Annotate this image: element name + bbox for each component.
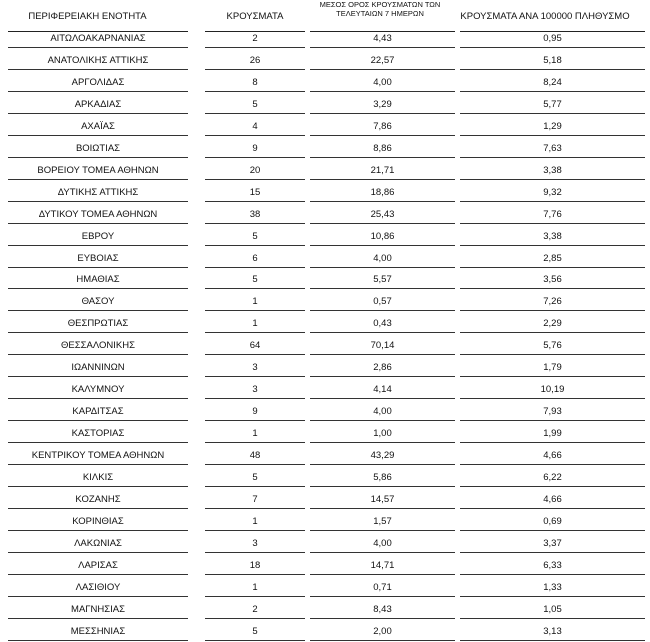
cell-per100k: 3,38 <box>543 230 562 242</box>
cell-underline <box>8 47 188 48</box>
cell-underline <box>460 618 645 619</box>
cell-cases: 7 <box>252 493 258 505</box>
cell-underline <box>310 179 455 180</box>
cell-avg7: 4,00 <box>373 76 392 88</box>
cell-underline <box>205 113 305 114</box>
cell-underline <box>205 420 305 421</box>
table-row <box>0 466 650 488</box>
cell-region: ΔΥΤΙΚΟΥ ΤΟΜΕΑ ΑΘΗΝΩΝ <box>38 208 158 220</box>
cell-underline <box>205 91 305 92</box>
cell-cases: 5 <box>252 472 258 483</box>
cell-cases: 4 <box>252 120 258 132</box>
cell-cases: 20 <box>249 164 261 176</box>
cell-cases: 2 <box>252 603 258 615</box>
cell-underline <box>8 135 188 136</box>
table-row <box>0 334 650 356</box>
cell-underline <box>310 245 455 246</box>
cell-cases: 1 <box>252 581 258 593</box>
cell-region: ΛΑΚΩΝΙΑΣ <box>74 537 122 549</box>
cell-cases: 64 <box>249 340 261 352</box>
cell-region: ΗΜΑΘΙΑΣ <box>76 274 120 286</box>
cell-underline <box>8 464 188 465</box>
cell-underline <box>205 354 305 355</box>
cell-underline <box>460 47 645 48</box>
table-row <box>0 290 650 312</box>
cell-underline <box>460 135 645 136</box>
cell-underline <box>460 508 645 509</box>
table-row <box>0 203 650 225</box>
cell-per100k: 0,95 <box>543 33 562 44</box>
cell-per100k: 1,99 <box>543 428 562 440</box>
cell-underline <box>310 530 455 531</box>
cell-underline <box>310 157 455 158</box>
cell-underline <box>310 596 455 597</box>
cell-underline <box>205 135 305 136</box>
cell-per100k: 6,33 <box>543 559 562 571</box>
cell-cases: 2 <box>252 33 258 44</box>
table-row <box>0 510 650 532</box>
cell-underline <box>460 420 645 421</box>
cell-underline <box>8 179 188 180</box>
cell-avg7: 25,43 <box>370 208 395 220</box>
cell-underline <box>310 442 455 443</box>
cell-underline <box>310 640 455 641</box>
cell-avg7: 5,57 <box>373 274 392 286</box>
cell-region: ΘΕΣΠΡΩΤΙΑΣ <box>67 318 129 330</box>
cell-cases: 9 <box>252 406 258 418</box>
cell-per100k: 3,56 <box>543 274 562 286</box>
cell-per100k: 3,38 <box>543 164 562 176</box>
table-row <box>0 137 650 159</box>
cell-underline <box>8 91 188 92</box>
cell-per100k: 5,18 <box>543 54 562 66</box>
cell-region: ΚΕΝΤΡΙΚΟΥ ΤΟΜΕΑ ΑΘΗΝΩΝ <box>31 450 165 462</box>
cell-region: ΚΟΡΙΝΘΙΑΣ <box>72 515 124 527</box>
cell-cases: 8 <box>252 76 258 88</box>
cell-underline <box>460 310 645 311</box>
cell-avg7: 10,86 <box>370 230 395 242</box>
cell-avg7: 70,14 <box>370 340 395 352</box>
cell-per100k: 3,37 <box>543 537 562 549</box>
cell-underline <box>460 223 645 224</box>
cell-underline <box>460 640 645 641</box>
cell-region: ΜΕΣΣΗΝΙΑΣ <box>70 625 126 637</box>
cell-underline <box>8 310 188 311</box>
cell-per100k: 4,66 <box>543 493 562 505</box>
cell-avg7: 14,57 <box>370 493 395 505</box>
cell-per100k: 6,22 <box>543 472 562 483</box>
table-row <box>0 27 650 49</box>
cell-underline <box>8 332 188 333</box>
cell-region: ΒΟΡΕΙΟΥ ΤΟΜΕΑ ΑΘΗΝΩΝ <box>37 164 159 176</box>
cell-underline <box>8 398 188 399</box>
cell-underline <box>460 201 645 202</box>
cell-cases: 48 <box>249 450 261 462</box>
cell-avg7: 14,71 <box>370 559 395 571</box>
cell-underline <box>8 486 188 487</box>
header-region: ΠΕΡΙΦΕΡΕΙΑΚΗ ΕΝΟΤΗΤΑ <box>28 11 147 22</box>
table-row <box>0 312 650 334</box>
table-row <box>0 71 650 93</box>
cell-avg7: 43,29 <box>370 450 395 462</box>
cell-underline <box>8 376 188 377</box>
cell-underline <box>8 245 188 246</box>
cell-underline <box>205 179 305 180</box>
cell-underline <box>8 69 188 70</box>
table-row <box>0 247 650 269</box>
table-row <box>0 620 650 642</box>
cell-region: ΛΑΣΙΘΙΟΥ <box>75 581 121 593</box>
cell-underline <box>460 530 645 531</box>
cell-avg7: 4,14 <box>373 384 392 396</box>
cell-per100k: 2,29 <box>543 318 562 330</box>
cell-underline <box>460 552 645 553</box>
cell-underline <box>310 376 455 377</box>
cell-underline <box>460 267 645 268</box>
cell-underline <box>8 574 188 575</box>
cell-cases: 1 <box>252 318 258 330</box>
cell-underline <box>310 486 455 487</box>
cell-underline <box>460 69 645 70</box>
cell-region: ΕΒΡΟΥ <box>81 230 115 242</box>
cell-underline <box>205 223 305 224</box>
cell-underline <box>8 640 188 641</box>
cell-avg7: 8,86 <box>373 142 392 154</box>
cell-cases: 1 <box>252 428 258 440</box>
cell-underline <box>310 398 455 399</box>
cell-region: ΚΟΖΑΝΗΣ <box>75 493 121 505</box>
cell-underline <box>8 618 188 619</box>
cell-avg7: 7,86 <box>373 120 392 132</box>
cell-avg7: 8,43 <box>373 603 392 615</box>
cell-avg7: 1,00 <box>373 428 392 440</box>
cell-per100k: 5,76 <box>543 340 562 352</box>
cell-underline <box>205 288 305 289</box>
cell-underline <box>460 245 645 246</box>
cell-avg7: 21,71 <box>370 164 395 176</box>
cell-underline <box>460 442 645 443</box>
cell-underline <box>205 332 305 333</box>
cell-underline <box>205 640 305 641</box>
cell-region: ΚΑΡΔΙΤΣΑΣ <box>72 406 124 418</box>
cell-underline <box>460 332 645 333</box>
cell-per100k: 7,93 <box>543 406 562 418</box>
cell-cases: 3 <box>252 362 258 374</box>
cell-underline <box>205 201 305 202</box>
cell-cases: 9 <box>252 142 258 154</box>
cell-underline <box>205 245 305 246</box>
cell-region: ΑΝΑΤΟΛΙΚΗΣ ΑΤΤΙΚΗΣ <box>47 54 149 66</box>
table-row <box>0 356 650 378</box>
cell-underline <box>460 464 645 465</box>
header-cases: ΚΡΟΥΣΜΑΤΑ <box>226 11 284 22</box>
cell-cases: 18 <box>249 559 261 571</box>
cell-cases: 1 <box>252 515 258 527</box>
table-row <box>0 576 650 598</box>
cell-underline <box>8 420 188 421</box>
cell-underline <box>460 288 645 289</box>
cell-cases: 26 <box>249 54 261 66</box>
cell-per100k: 2,85 <box>543 252 562 264</box>
cell-underline <box>460 91 645 92</box>
cell-per100k: 1,33 <box>543 581 562 593</box>
cell-underline <box>205 618 305 619</box>
cell-per100k: 1,29 <box>543 120 562 132</box>
header-per100k: ΚΡΟΥΣΜΑΤΑ ΑΝΑ 100000 ΠΛΗΘΥΣΜΟ <box>460 11 630 22</box>
cell-region: ΑΙΤΩΛΟΑΚΑΡΝΑΝΙΑΣ <box>50 33 146 44</box>
cell-underline <box>460 486 645 487</box>
cell-per100k: 4,66 <box>543 450 562 462</box>
cell-underline <box>460 113 645 114</box>
table-row <box>0 444 650 466</box>
cell-underline <box>310 113 455 114</box>
cell-underline <box>310 420 455 421</box>
cell-per100k: 5,77 <box>543 98 562 110</box>
cell-cases: 5 <box>252 98 258 110</box>
cell-underline <box>310 267 455 268</box>
cell-per100k: 3,13 <box>543 625 562 637</box>
cell-cases: 38 <box>249 208 261 220</box>
cell-underline <box>460 376 645 377</box>
cell-underline <box>310 69 455 70</box>
table-row <box>0 598 650 620</box>
cell-per100k: 7,26 <box>543 296 562 308</box>
table-row <box>0 554 650 576</box>
cell-avg7: 0,43 <box>373 318 392 330</box>
cell-cases: 3 <box>252 384 258 396</box>
cell-cases: 1 <box>252 296 258 308</box>
cell-underline <box>310 574 455 575</box>
table-row <box>0 181 650 203</box>
cell-underline <box>205 442 305 443</box>
cell-underline <box>205 508 305 509</box>
cell-avg7: 4,43 <box>373 33 392 44</box>
cell-region: ΜΑΓΝΗΣΙΑΣ <box>71 603 125 615</box>
cell-per100k: 1,79 <box>543 362 562 374</box>
cell-underline <box>310 354 455 355</box>
cell-region: ΚΑΣΤΟΡΙΑΣ <box>71 428 125 440</box>
cell-underline <box>205 310 305 311</box>
cell-underline <box>460 596 645 597</box>
table-row <box>0 532 650 554</box>
cell-avg7: 22,57 <box>370 54 395 66</box>
cell-underline <box>8 596 188 597</box>
cell-underline <box>8 201 188 202</box>
table-row <box>0 488 650 510</box>
cell-underline <box>205 69 305 70</box>
table-row <box>0 268 650 290</box>
cell-underline <box>205 486 305 487</box>
cell-avg7: 0,71 <box>373 581 392 593</box>
cell-cases: 5 <box>252 625 258 637</box>
cell-underline <box>460 179 645 180</box>
cell-cases: 5 <box>252 230 258 242</box>
cell-region: ΚΙΛΚΙΣ <box>82 472 114 483</box>
header-avg7-line2: ΤΕΛΕΥΤΑΙΩΝ 7 ΗΜΕΡΩΝ <box>336 9 424 18</box>
table-row <box>0 49 650 71</box>
cell-region: ΑΧΑΪΑΣ <box>81 120 115 132</box>
table-row <box>0 378 650 400</box>
cell-underline <box>8 530 188 531</box>
cell-avg7: 4,00 <box>373 252 392 264</box>
cell-underline <box>460 398 645 399</box>
cell-region: ΔΥΤΙΚΗΣ ΑΤΤΙΚΗΣ <box>57 186 139 198</box>
table-row <box>0 115 650 137</box>
cell-underline <box>310 47 455 48</box>
cell-underline <box>8 267 188 268</box>
cell-underline <box>8 157 188 158</box>
cell-avg7: 4,00 <box>373 406 392 418</box>
cell-avg7: 4,00 <box>373 537 392 549</box>
cell-underline <box>310 618 455 619</box>
cell-region: ΚΑΛΥΜΝΟΥ <box>71 384 125 396</box>
cell-underline <box>310 135 455 136</box>
cell-region: ΕΥΒΟΙΑΣ <box>77 252 119 264</box>
cell-avg7: 0,57 <box>373 296 392 308</box>
cell-cases: 15 <box>249 186 261 198</box>
cell-per100k: 1,05 <box>543 603 562 615</box>
cell-underline <box>310 552 455 553</box>
cell-underline <box>205 376 305 377</box>
cell-underline <box>8 508 188 509</box>
cell-cases: 3 <box>252 537 258 549</box>
cell-avg7: 5,86 <box>373 472 392 483</box>
table-row <box>0 159 650 181</box>
cell-per100k: 7,76 <box>543 208 562 220</box>
cell-region: ΑΡΚΑΔΙΑΣ <box>74 98 122 110</box>
cell-underline <box>205 552 305 553</box>
cell-underline <box>205 596 305 597</box>
cell-underline <box>8 223 188 224</box>
cell-cases: 5 <box>252 274 258 286</box>
cell-underline <box>8 113 188 114</box>
cell-cases: 6 <box>252 252 258 264</box>
cell-region: ΘΑΣΟΥ <box>81 296 115 308</box>
cell-region: ΘΕΣΣΑΛΟΝΙΚΗΣ <box>61 340 135 352</box>
cell-avg7: 2,86 <box>373 362 392 374</box>
cell-avg7: 18,86 <box>370 186 395 198</box>
cell-underline <box>205 574 305 575</box>
header-avg7-line1: ΜΕΣΟΣ ΟΡΟΣ ΚΡΟΥΣΜΑΤΩΝ ΤΩΝ <box>319 0 441 9</box>
cell-underline <box>8 288 188 289</box>
cell-underline <box>310 464 455 465</box>
cell-underline <box>205 47 305 48</box>
table-row <box>0 225 650 247</box>
cell-avg7: 1,57 <box>373 515 392 527</box>
cell-underline <box>310 332 455 333</box>
cell-underline <box>310 508 455 509</box>
cell-underline <box>310 310 455 311</box>
cell-region: ΙΩΑΝΝΙΝΩΝ <box>71 362 125 374</box>
cell-underline <box>205 464 305 465</box>
cell-underline <box>205 398 305 399</box>
cell-underline <box>460 157 645 158</box>
cell-underline <box>310 288 455 289</box>
cell-region: ΛΑΡΙΣΑΣ <box>78 559 118 571</box>
cell-per100k: 8,24 <box>543 76 562 88</box>
cell-region: ΑΡΓΟΛΙΔΑΣ <box>71 76 125 88</box>
cell-underline <box>205 157 305 158</box>
cell-underline <box>205 530 305 531</box>
cell-underline <box>310 91 455 92</box>
cell-avg7: 3,29 <box>373 98 392 110</box>
cell-region: ΒΟΙΩΤΙΑΣ <box>75 142 121 154</box>
table-row <box>0 422 650 444</box>
cell-underline <box>310 223 455 224</box>
table-row <box>0 93 650 115</box>
cell-underline <box>460 354 645 355</box>
table-row <box>0 400 650 422</box>
cell-per100k: 10,19 <box>540 384 565 396</box>
cell-underline <box>8 354 188 355</box>
cell-underline <box>205 267 305 268</box>
cell-per100k: 7,63 <box>543 142 562 154</box>
cell-avg7: 2,00 <box>373 625 392 637</box>
cell-per100k: 0,69 <box>543 515 562 527</box>
cell-underline <box>460 574 645 575</box>
cell-underline <box>8 442 188 443</box>
cell-underline <box>8 552 188 553</box>
cell-per100k: 9,32 <box>543 186 562 198</box>
cell-underline <box>310 201 455 202</box>
